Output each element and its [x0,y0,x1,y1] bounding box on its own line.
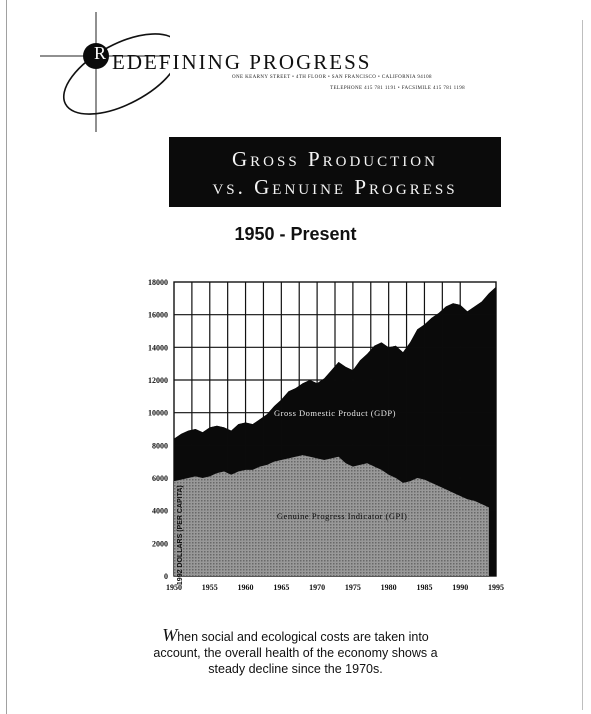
scan-artifact-line-left [6,0,7,714]
x-tick-label: 1985 [416,583,433,592]
x-tick-label: 1980 [380,583,397,592]
y-tick-label: 4000 [152,506,168,516]
x-tick-label: 1990 [452,583,469,592]
y-tick-label: 0 [164,572,168,581]
scan-artifact-line-right [582,20,583,710]
title-line-1: Gross Production [232,147,438,171]
organization-address: ONE KEARNY STREET • 4TH FLOOR • SAN FRANCISCO • CALIFORNIA 94108 [232,75,432,80]
title-banner [169,137,501,207]
x-tick-label: 1975 [344,583,361,592]
y-tick-label: 6000 [152,474,168,483]
y-tick-label: 18000 [148,278,168,287]
x-tick-label: 1960 [237,583,254,592]
x-tick-label: 1970 [309,583,326,592]
organization-phone-fax: TELEPHONE 415 781 1191 • FACSIMILE 415 781 1198 [330,86,466,91]
y-tick-label: 14000 [148,343,168,353]
x-tick-label: 1955 [201,583,218,592]
y-axis-label: 1992 DOLLARS (PER CAPITA) [177,485,184,586]
x-tick-label: 1965 [273,583,290,592]
y-tick-label: 2000 [152,539,168,549]
title-line-2: vs. Genuine Progress [212,175,458,199]
logo-initial: R [93,43,106,63]
chart-subtitle: 1950 - Present [234,224,357,244]
annotation-gpi: Genuine Progress Indicator (GPI) [276,510,408,521]
chart [120,272,520,602]
x-tick-label: 1995 [488,583,504,592]
organization-name: EDEFINING PROGRESS [112,50,372,74]
chart-caption [0,627,591,677]
annotation-gdp: Gross Domestic Product (GDP) [274,407,396,418]
x-tick-label: 1950 [166,583,182,592]
y-tick-label: 10000 [148,408,168,418]
caption-line-1 [0,627,591,645]
caption-line-1-text: hen social and ecological costs are taken into [177,630,429,644]
y-tick-label: 8000 [152,441,168,451]
caption-line-3: steady decline since the 1970s. [208,662,383,676]
y-tick-label: 12000 [148,376,168,385]
caption-dropcap: W [162,625,178,645]
y-tick-label: 16000 [148,310,168,320]
caption-line-2: account, the overall health of the economy shows a [153,646,438,660]
